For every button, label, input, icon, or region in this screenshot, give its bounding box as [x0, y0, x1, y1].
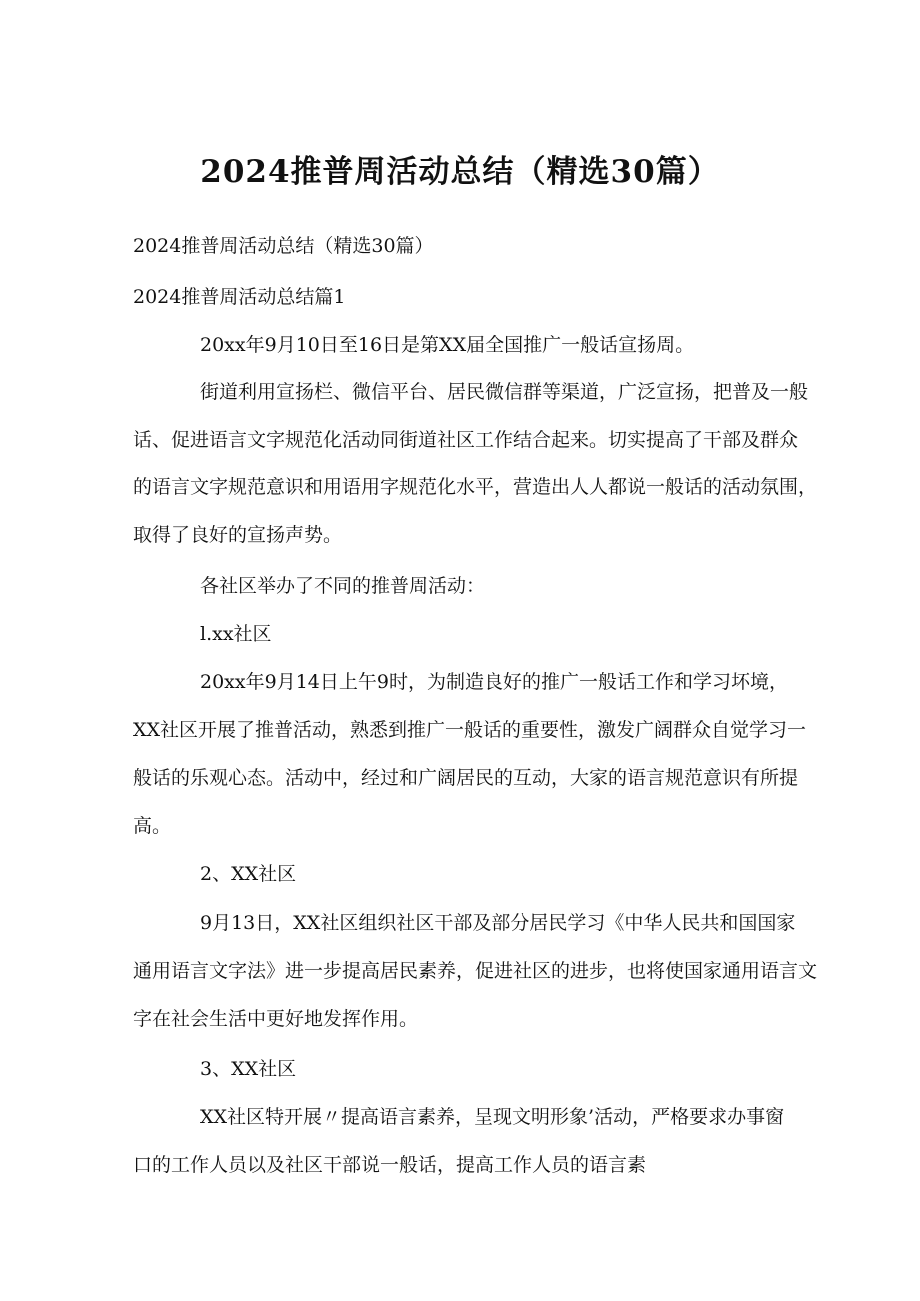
- paragraph-line: 20xx年9月10日至16日是第XX届全国推广一般话宣扬周。: [200, 334, 695, 356]
- paragraph-line: XX社区特开展〃提高语言素养，呈现文明形象’活动，严格要求办事窗: [200, 1106, 785, 1128]
- paragraph-line: 口的工作人员以及社区干部说一般话，提高工作人员的语言素: [133, 1154, 647, 1176]
- paragraph-line: 街道利用宣扬栏、微信平台、居民微信群等渠道，广泛宣扬，把普及一般: [200, 381, 809, 403]
- paragraph-line: 20xx年9月14日上午9时，为制造良好的推广一般话工作和学习坏境，: [200, 671, 788, 693]
- paragraph-line: 的语言文字规范意识和用语用字规范化水平，营造出人人都说一般话的活动氛围，: [133, 476, 818, 498]
- list-item-heading: 3、XX社区: [200, 1058, 297, 1080]
- paragraph-line: 通用语言文字法》进一步提高居民素养，促进社区的进步，也将使国家通用语言文: [133, 960, 818, 982]
- list-item-heading: l.xx社区: [200, 623, 272, 645]
- list-item-heading: 2、XX社区: [200, 863, 297, 885]
- document-subtitle: 2024推普周活动总结（精选30篇）: [133, 235, 434, 257]
- document-title: 2024推普周活动总结（精选30篇）: [200, 154, 720, 190]
- paragraph-line: XX社区开展了推普活动，熟悉到推广一般话的重要性，激发广阔群众自觉学习一: [133, 719, 807, 741]
- paragraph-line: 取得了良好的宣扬声势。: [133, 524, 343, 546]
- paragraph-line: 字在社会生活中更好地发挥作用。: [133, 1008, 419, 1030]
- paragraph-line: 高。: [133, 815, 172, 837]
- paragraph-line: 般话的乐观心态。活动中，经过和广阔居民的互动，大家的语言规范意识有所提: [133, 767, 799, 789]
- paragraph-line: 9月13日，XX社区组织社区干部及部分居民学习《中华人民共和国国家: [200, 912, 796, 934]
- paragraph-line: 话、促进语言文字规范化活动同街道社区工作结合起来。切实提高了干部及群众: [133, 429, 799, 451]
- paragraph-line: 各社区举办了不同的推普周活动：: [200, 575, 486, 597]
- section-heading: 2024推普周活动总结篇1: [133, 286, 346, 308]
